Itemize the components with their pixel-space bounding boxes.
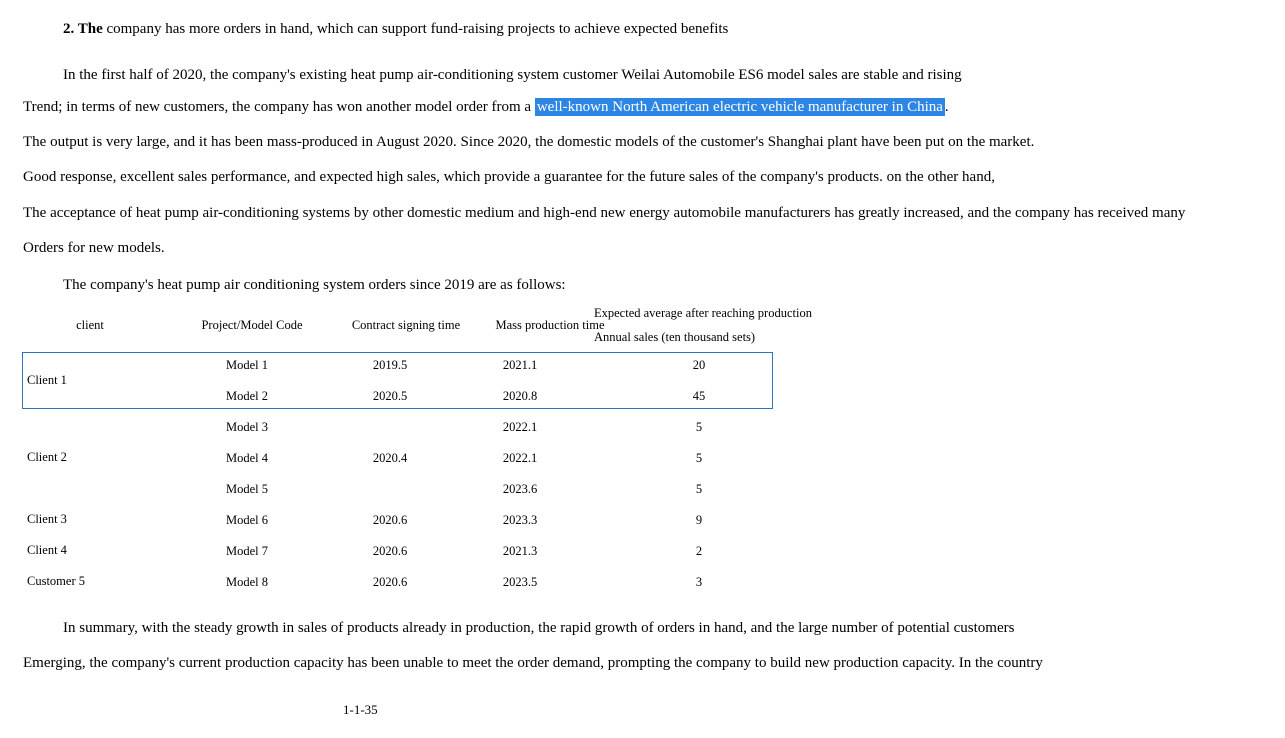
highlighted-text: well-known North American electric vehicle manufacturer in China — [536, 99, 943, 115]
cell-model: Model 3 — [226, 419, 269, 434]
cell-annual-sales: 20 — [692, 357, 706, 372]
paragraph1-line2-before: Trend; in terms of new customers, the company has won another model order from a — [23, 99, 535, 115]
orders-table-header — [22, 305, 825, 345]
cell-contract-time: 2020.4 — [372, 450, 408, 465]
paragraph1-line4: Good response, excellent sales performance, and expected high sales, which provide a guarantee for the future sales of the company's products. on the other hand, — [23, 169, 995, 185]
page-number: 1-1-35 — [343, 702, 378, 717]
paragraph1-line3: The output is very large, and it has been mass-produced in August 2020. Since 2020, the domestic models of the customer's Shanghai plant have been put on the market. — [23, 134, 1035, 150]
cell-mass-production-time: 2020.8 — [502, 388, 538, 403]
client-group-label-4: Client 4 — [27, 543, 67, 557]
table-row-model3 — [22, 411, 825, 442]
section-heading — [63, 19, 728, 39]
paragraph1-line2-after: . — [944, 99, 949, 115]
cell-contract-time: 2020.6 — [372, 543, 408, 558]
cell-annual-sales: 45 — [692, 388, 706, 403]
column-header-model-code: Project/Model Code — [201, 318, 303, 332]
paragraph1-line2 — [23, 97, 949, 117]
cell-contract-time: 2019.5 — [372, 357, 408, 372]
cell-mass-production-time: 2021.1 — [502, 357, 538, 372]
column-header-expected-line1: Expected average after reaching production — [594, 306, 812, 320]
table-row-model8 — [22, 566, 825, 597]
cell-mass-production-time: 2022.1 — [502, 450, 538, 465]
cell-annual-sales: 5 — [695, 419, 703, 434]
paragraph1-line5: The acceptance of heat pump air-conditioning systems by other domestic medium and high-end new energy automobile manufacturers has greatly increased, and the company has received many — [23, 205, 1186, 221]
cell-model: Model 6 — [226, 512, 269, 527]
client1-annotation-box — [22, 352, 773, 409]
cell-contract-time: 2020.6 — [372, 574, 408, 589]
cell-model: Model 1 — [226, 357, 269, 372]
cell-annual-sales: 2 — [695, 543, 703, 558]
column-header-expected-annual-sales — [592, 305, 825, 345]
cell-annual-sales: 9 — [695, 512, 703, 527]
table-row-model5 — [22, 473, 825, 504]
cell-mass-production-time: 2023.5 — [502, 574, 538, 589]
column-header-client: client — [76, 318, 104, 332]
section-heading-text: company has more orders in hand, which can support fund-raising projects to achieve expected benefits — [102, 21, 729, 37]
cell-annual-sales: 5 — [695, 481, 703, 496]
orders-table-body — [22, 349, 825, 597]
client-group-label-2: Client 2 — [27, 450, 67, 464]
cell-mass-production-time: 2022.1 — [502, 419, 538, 434]
table-row-model7 — [22, 535, 825, 566]
cell-mass-production-time: 2023.6 — [502, 481, 538, 496]
cell-contract-time: 2020.6 — [372, 512, 408, 527]
paragraph1-line1: In the first half of 2020, the company's existing heat pump air-conditioning system customer Weilai Automobile ES6 model sales are stable and rising — [63, 67, 962, 83]
cell-annual-sales: 3 — [695, 574, 703, 589]
cell-model: Model 5 — [226, 481, 269, 496]
client-group-label-1: Client 1 — [27, 373, 67, 387]
cell-model: Model 7 — [226, 543, 269, 558]
table-row-model6 — [22, 504, 825, 535]
table-row-model4 — [22, 442, 825, 473]
cell-contract-time: 2020.5 — [372, 388, 408, 403]
cell-mass-production-time: 2021.3 — [502, 543, 538, 558]
summary-line2: Emerging, the company's current production capacity has been unable to meet the order demand, prompting the company to build new production capacity. In the country — [23, 655, 1043, 671]
cell-model: Model 8 — [226, 574, 269, 589]
client-group-label-3: Client 3 — [27, 512, 67, 526]
cell-mass-production-time: 2023.3 — [502, 512, 538, 527]
cell-model: Model 4 — [226, 450, 269, 465]
section-heading-number: 2. The — [63, 21, 103, 37]
cell-annual-sales: 5 — [695, 450, 703, 465]
column-header-mass-production-time: Mass production time — [495, 318, 605, 332]
column-header-contract-time: Contract signing time — [351, 318, 461, 332]
table-intro: The company's heat pump air conditioning system orders since 2019 are as follows: — [63, 277, 566, 293]
summary-line1: In summary, with the steady growth in sales of products already in production, the rapid growth of orders in hand, and the large number of potential customers — [63, 620, 1015, 636]
cell-model: Model 2 — [226, 388, 269, 403]
paragraph1-line6: Orders for new models. — [23, 240, 165, 256]
column-header-expected-line2: Annual sales (ten thousand sets) — [594, 330, 756, 344]
client-group-label-5: Customer 5 — [27, 574, 85, 588]
